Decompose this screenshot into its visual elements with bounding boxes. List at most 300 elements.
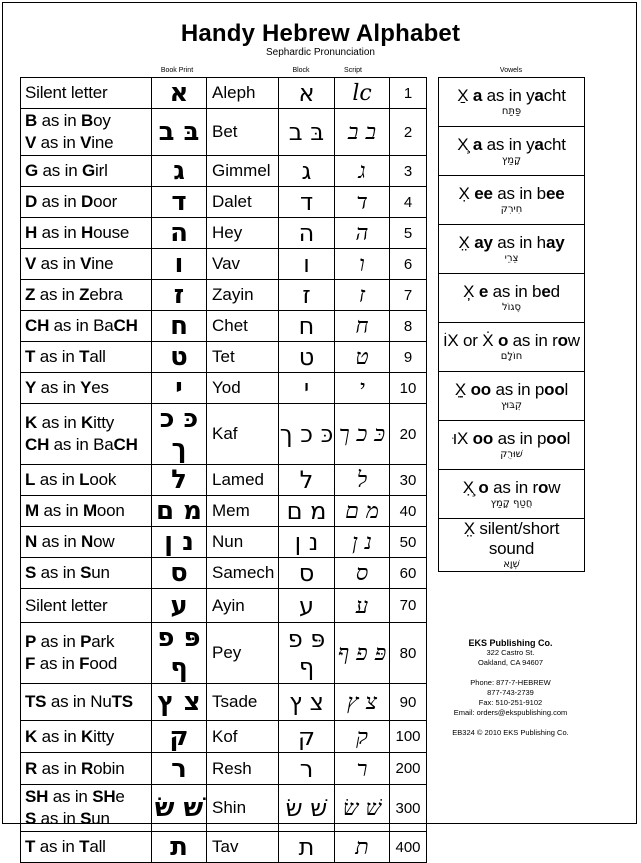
numeric-value: 300	[390, 785, 427, 832]
sound-letter-bold: N	[25, 532, 38, 551]
vowel-sound-bold: o	[557, 331, 568, 350]
sound-cell	[21, 280, 152, 311]
vowel-sound-bold: e	[478, 282, 489, 301]
block-glyph: ע	[279, 589, 335, 623]
sound-letter-bold: TS	[111, 692, 133, 711]
block-glyph: פּ פ ף	[279, 623, 335, 684]
sound-letter-bold: V	[25, 133, 37, 152]
sound-line	[25, 469, 151, 491]
sound-text: oy	[93, 111, 111, 130]
sound-text: as in	[36, 254, 81, 273]
sound-letter-bold: H	[81, 223, 94, 242]
header-block: Block	[292, 67, 310, 74]
block-glyph: ל	[279, 465, 335, 496]
vowel-hebrew-name: צֵרֵי	[504, 253, 519, 264]
sound-letter-bold: TS	[25, 692, 47, 711]
vowel-sound-bold: ee	[474, 184, 493, 203]
sound-letter-bold: N	[81, 532, 94, 551]
vowel-description	[439, 233, 584, 253]
letter-row	[21, 753, 427, 785]
sound-text: ebra	[89, 285, 123, 304]
book-print-glyph: ע	[152, 589, 207, 623]
publisher-address-line2: Oakland, CA 94607	[477, 658, 544, 667]
sound-letter-bold: K	[81, 726, 94, 746]
letter-row	[21, 721, 427, 753]
sound-text: as in	[38, 161, 82, 180]
vowel-sound-bold: o	[478, 478, 489, 497]
script-glyph: ד	[335, 187, 390, 218]
block-glyph: ר	[279, 753, 335, 785]
sound-letter-bold: Y	[80, 378, 92, 397]
vowel-cell	[439, 225, 585, 274]
sound-cell	[21, 684, 152, 721]
vowel-description	[439, 478, 584, 498]
sound-cell	[21, 785, 152, 832]
letter-row	[21, 465, 427, 496]
sound-letter-bold: B	[25, 111, 38, 130]
script-glyph: צ ץ	[335, 684, 390, 721]
sound-text: itty	[93, 726, 115, 746]
block-glyph: ט	[279, 342, 335, 373]
sound-text: es	[91, 378, 109, 397]
vowel-description	[439, 380, 584, 400]
vowel-row	[439, 127, 585, 176]
letter-row	[21, 342, 427, 373]
vowel-text: X̱	[457, 86, 473, 105]
letter-row	[21, 589, 427, 623]
sound-letter-bold: M	[82, 501, 97, 520]
vowel-sound-bold: ee	[545, 184, 565, 203]
vowel-hebrew-name: סֶגוֹל	[501, 302, 522, 313]
sound-cell	[21, 78, 152, 109]
block-glyph: ו	[279, 249, 335, 280]
sound-cell	[21, 496, 152, 527]
sound-text: as in	[35, 837, 80, 856]
vowel-description	[439, 86, 584, 106]
sound-line	[25, 726, 151, 748]
vowel-description	[439, 331, 584, 351]
vowel-cell	[439, 421, 585, 470]
letter-row	[21, 218, 427, 249]
letter-row	[21, 373, 427, 404]
sound-cell	[21, 311, 152, 342]
sound-text: as in Ba	[49, 435, 114, 454]
vowel-text: X̣	[458, 184, 475, 203]
sound-letter-bold: V	[25, 254, 37, 273]
numeric-value: 3	[390, 156, 427, 187]
sound-letter-bold: G	[25, 161, 39, 180]
sound-letter-bold: K	[25, 726, 38, 746]
sound-text: ine	[91, 254, 114, 273]
sound-letter-bold: Y	[25, 378, 37, 397]
sound-text: as in	[36, 632, 81, 651]
sound-letter-bold: R	[25, 758, 38, 778]
block-glyph: ק	[279, 721, 335, 753]
sound-line	[25, 434, 151, 456]
numeric-value: 9	[390, 342, 427, 373]
block-glyph: ס	[279, 558, 335, 589]
vowel-hebrew-name: חִירִק	[500, 204, 523, 215]
script-glyph: ז	[335, 280, 390, 311]
sound-letter-bold: K	[25, 413, 38, 432]
sound-line	[25, 631, 151, 653]
vowel-text: as in r	[508, 331, 558, 350]
sound-cell	[21, 342, 152, 373]
block-glyph: ה	[279, 218, 335, 249]
vowel-hebrew-name: חֲטַף קָמַץ	[490, 498, 533, 509]
sound-text: as in	[35, 654, 80, 673]
script-glyph: ת	[335, 832, 390, 863]
sound-line	[25, 222, 151, 244]
vowel-text: as in h	[492, 233, 546, 252]
sound-letter-bold: S	[80, 809, 92, 828]
vowel-sound-bold: a	[472, 135, 483, 154]
page-title: Handy Hebrew Alphabet	[180, 20, 461, 47]
vowel-hebrew-name: קָמַץ	[501, 155, 522, 166]
book-print-glyph: ל	[152, 465, 207, 496]
vowel-sound-bold: e	[541, 282, 551, 301]
header-book-print: Book Print	[160, 67, 194, 74]
vowel-sound-bold: a	[534, 135, 544, 154]
letter-row	[21, 187, 427, 218]
sound-letter-bold: D	[81, 192, 94, 211]
sound-text: as in	[37, 413, 82, 432]
vowel-row	[439, 323, 585, 372]
numeric-value: 80	[390, 623, 427, 684]
vowel-cell	[439, 78, 585, 127]
sound-text: as in	[35, 285, 80, 304]
vowel-row	[439, 176, 585, 225]
sound-line	[25, 500, 151, 522]
vowel-sound-bold: oo	[470, 380, 491, 399]
book-print-glyph: ז	[152, 280, 207, 311]
sound-letter-bold: F	[25, 654, 36, 673]
sound-letter-bold: P	[80, 632, 92, 651]
letter-row	[21, 558, 427, 589]
vowel-description	[439, 135, 584, 155]
vowels-table	[438, 77, 585, 572]
sound-letter-bold: L	[79, 470, 90, 489]
vowel-hebrew-name: פַּתַּח	[501, 106, 522, 117]
letter-name: Samech	[207, 558, 279, 589]
sound-line	[25, 786, 151, 808]
numeric-value: 60	[390, 558, 427, 589]
vowel-text: w	[567, 331, 580, 350]
letter-name: Bet	[207, 109, 279, 156]
sound-letter-bold: M	[25, 501, 39, 520]
sound-text: ine	[91, 133, 114, 152]
vowel-sound-bold: a	[534, 86, 544, 105]
vowel-sound-bold: oo	[544, 380, 565, 399]
numeric-value: 40	[390, 496, 427, 527]
sound-text: as in	[37, 726, 82, 746]
sound-letter-bold: B	[81, 111, 94, 130]
block-glyph: ת	[279, 832, 335, 863]
block-glyph: ג	[279, 156, 335, 187]
letter-name: Kof	[207, 721, 279, 753]
publisher-email: Email: orders@ekspublishing.com	[453, 708, 568, 717]
numeric-value: 20	[390, 404, 427, 465]
numeric-value: 100	[390, 721, 427, 753]
publisher-info	[438, 638, 583, 738]
sound-letter-bold: CH	[25, 435, 50, 454]
sound-letter-bold: K	[81, 413, 94, 432]
book-print-glyph: כּ כ ך	[152, 404, 207, 465]
letter-name: Tav	[207, 832, 279, 863]
publisher-fax: Fax: 510-251-9102	[478, 698, 543, 707]
sound-cell	[21, 832, 152, 863]
vowel-description	[439, 282, 584, 302]
book-print-glyph: בּ ב	[152, 109, 207, 156]
block-glyph: כּ כ ך	[279, 404, 335, 465]
numeric-value: 7	[390, 280, 427, 311]
numeric-value: 200	[390, 753, 427, 785]
sound-text: ow	[93, 532, 115, 551]
sound-text: e	[115, 787, 125, 806]
letter-name: Ayin	[207, 589, 279, 623]
sound-letter-bold: Z	[79, 285, 90, 304]
sound-line: Silent letter	[25, 83, 108, 102]
vowel-text: l	[566, 429, 571, 448]
sound-letter-bold: S	[80, 563, 92, 582]
publisher-phone-alt: 877-743-2739	[487, 688, 534, 697]
vowel-description	[439, 519, 584, 559]
vowel-hebrew-name: שְׁוָא	[503, 559, 520, 570]
sound-cell	[21, 156, 152, 187]
vowel-text: l	[564, 380, 569, 399]
vowel-description	[439, 429, 584, 449]
vowel-text: as in r	[488, 478, 538, 497]
script-glyph: ק	[335, 721, 390, 753]
letter-row	[21, 311, 427, 342]
letter-row	[21, 684, 427, 721]
sound-text: as in	[36, 133, 81, 152]
publisher-phone: Phone: 877-7-HEBREW	[470, 678, 551, 687]
letter-name: Tsade	[207, 684, 279, 721]
sound-text: as in	[37, 223, 82, 242]
letter-name: Hey	[207, 218, 279, 249]
vowel-cell	[439, 274, 585, 323]
vowel-cell	[439, 323, 585, 372]
vowel-sound-bold: a	[472, 86, 483, 105]
sound-line	[25, 531, 151, 553]
vowel-hebrew-name: חוֹלָם	[500, 351, 523, 362]
sound-text: as in	[37, 192, 82, 211]
book-print-glyph: ס	[152, 558, 207, 589]
book-print-glyph: י	[152, 373, 207, 404]
vowel-row	[439, 274, 585, 323]
sound-cell	[21, 558, 152, 589]
vowel-row	[439, 470, 585, 519]
numeric-value: 8	[390, 311, 427, 342]
book-print-glyph: ו	[152, 249, 207, 280]
sound-letter-bold: SH	[92, 787, 116, 806]
vowel-cell	[439, 519, 585, 572]
letter-row	[21, 249, 427, 280]
script-glyph: ע	[335, 589, 390, 623]
sound-letter-bold: S	[25, 809, 37, 828]
sound-letter-bold: F	[79, 654, 90, 673]
vowel-text: X̦	[463, 282, 479, 301]
book-print-glyph: ד	[152, 187, 207, 218]
vowel-text: as in b	[492, 184, 546, 203]
sound-line	[25, 377, 151, 399]
vowel-row	[439, 225, 585, 274]
sound-text: all	[89, 837, 106, 856]
sound-cell	[21, 218, 152, 249]
letter-name: Resh	[207, 753, 279, 785]
letter-name: Kaf	[207, 404, 279, 465]
book-print-glyph: ת	[152, 832, 207, 863]
block-glyph: י	[279, 373, 335, 404]
sound-line: Silent letter	[25, 595, 108, 615]
script-glyph: כּ כ ך	[335, 404, 390, 465]
script-glyph: ס	[335, 558, 390, 589]
vowel-text: cht	[543, 135, 566, 154]
sound-text: all	[89, 347, 106, 366]
letter-row	[21, 785, 427, 832]
script-glyph: מ ם	[335, 496, 390, 527]
sound-cell	[21, 373, 152, 404]
sound-letter-bold: CH	[113, 435, 138, 454]
alphabet-table	[20, 77, 427, 863]
block-glyph: ח	[279, 311, 335, 342]
script-glyph: י	[335, 373, 390, 404]
vowel-description	[439, 184, 584, 204]
sound-text: as in Nu	[46, 692, 112, 711]
sound-letter-bold: V	[80, 133, 92, 152]
script-glyph: ל	[335, 465, 390, 496]
vowel-text: וּX	[452, 429, 473, 448]
book-print-glyph: שׁ שׂ	[152, 785, 207, 832]
letter-row	[21, 496, 427, 527]
sound-line	[25, 412, 151, 434]
letter-name: Pey	[207, 623, 279, 684]
sound-cell	[21, 249, 152, 280]
sound-letter-bold: S	[25, 563, 37, 582]
sound-text: ark	[91, 632, 115, 651]
sound-line	[25, 836, 151, 858]
vowel-text: d	[550, 282, 560, 301]
letter-name: Gimmel	[207, 156, 279, 187]
sound-text: as in	[38, 501, 83, 520]
sound-cell	[21, 109, 152, 156]
vowel-cell	[439, 127, 585, 176]
publisher-address-line1: 322 Castro St.	[486, 648, 535, 657]
publisher-name: EKS Publishing Co.	[468, 638, 553, 648]
vowel-row	[439, 78, 585, 127]
vowel-sound-bold: o	[538, 478, 549, 497]
sound-text: as in	[35, 347, 80, 366]
numeric-value: 90	[390, 684, 427, 721]
letter-row	[21, 156, 427, 187]
sound-line	[25, 653, 151, 675]
sound-letter-bold: R	[81, 758, 94, 778]
sound-line	[25, 808, 151, 830]
sound-letter-bold: P	[25, 632, 37, 651]
sound-letter-bold: CH	[113, 316, 138, 335]
vowel-sound-bold: oo	[472, 429, 494, 448]
block-glyph: ז	[279, 280, 335, 311]
sound-line	[25, 132, 151, 154]
letter-row	[21, 832, 427, 863]
vowel-sound-bold: ay	[474, 233, 493, 252]
block-glyph: שׁ שׂ	[279, 785, 335, 832]
numeric-value: 10	[390, 373, 427, 404]
script-glyph: שׁ שׂ	[335, 785, 390, 832]
sound-text: as in	[36, 809, 81, 828]
sound-cell	[21, 589, 152, 623]
sound-line	[25, 191, 151, 213]
letter-name: Nun	[207, 527, 279, 558]
sound-line	[25, 284, 151, 306]
vowel-text: X̤̣	[454, 380, 471, 399]
vowel-text: as in p	[493, 429, 547, 448]
sound-text: as in	[37, 758, 82, 778]
book-print-glyph: נ ן	[152, 527, 207, 558]
vowel-text: w	[548, 478, 561, 497]
numeric-value: 70	[390, 589, 427, 623]
script-glyph: ר	[335, 753, 390, 785]
letter-name: Shin	[207, 785, 279, 832]
script-glyph: ה	[335, 218, 390, 249]
sound-letter-bold: T	[25, 837, 36, 856]
book-print-glyph: ק	[152, 721, 207, 753]
letter-name: Vav	[207, 249, 279, 280]
sound-letter-bold: G	[82, 161, 96, 180]
vowel-row	[439, 519, 585, 572]
vowel-text: X̤	[458, 233, 475, 252]
letter-row	[21, 623, 427, 684]
sound-letter-bold: SH	[25, 787, 49, 806]
vowel-sound-bold: o	[497, 331, 509, 350]
vowel-text: as in y	[482, 135, 535, 154]
letter-name: Mem	[207, 496, 279, 527]
sound-line	[25, 691, 151, 713]
sound-line	[25, 758, 151, 780]
vowel-cell	[439, 470, 585, 519]
sound-text: ouse	[93, 223, 130, 242]
book-print-glyph: מ ם	[152, 496, 207, 527]
book-print-glyph: ט	[152, 342, 207, 373]
sound-text: un	[91, 563, 110, 582]
vowel-row	[439, 421, 585, 470]
block-glyph: מ ם	[279, 496, 335, 527]
letter-row	[21, 404, 427, 465]
block-glyph: צ ץ	[279, 684, 335, 721]
sound-cell	[21, 465, 152, 496]
script-glyph: פּ פ ף	[335, 623, 390, 684]
sound-line	[25, 346, 151, 368]
letter-name: Chet	[207, 311, 279, 342]
vowel-sound-bold: oo	[546, 429, 567, 448]
sound-letter-bold: T	[79, 347, 90, 366]
sound-text: as in	[36, 378, 81, 397]
sound-letter-bold: H	[25, 223, 38, 242]
book-print-glyph: צ ץ	[152, 684, 207, 721]
sound-letter-bold: T	[79, 837, 90, 856]
sound-text: itty	[93, 413, 115, 432]
letter-name: Aleph	[207, 78, 279, 109]
sound-text: ook	[89, 470, 117, 489]
book-print-glyph: ח	[152, 311, 207, 342]
sound-text: as in Ba	[49, 316, 114, 335]
book-print-glyph: ר	[152, 753, 207, 785]
header-script: Script	[344, 67, 362, 74]
sound-text: obin	[93, 758, 125, 778]
block-glyph: ד	[279, 187, 335, 218]
sound-line	[25, 110, 151, 132]
